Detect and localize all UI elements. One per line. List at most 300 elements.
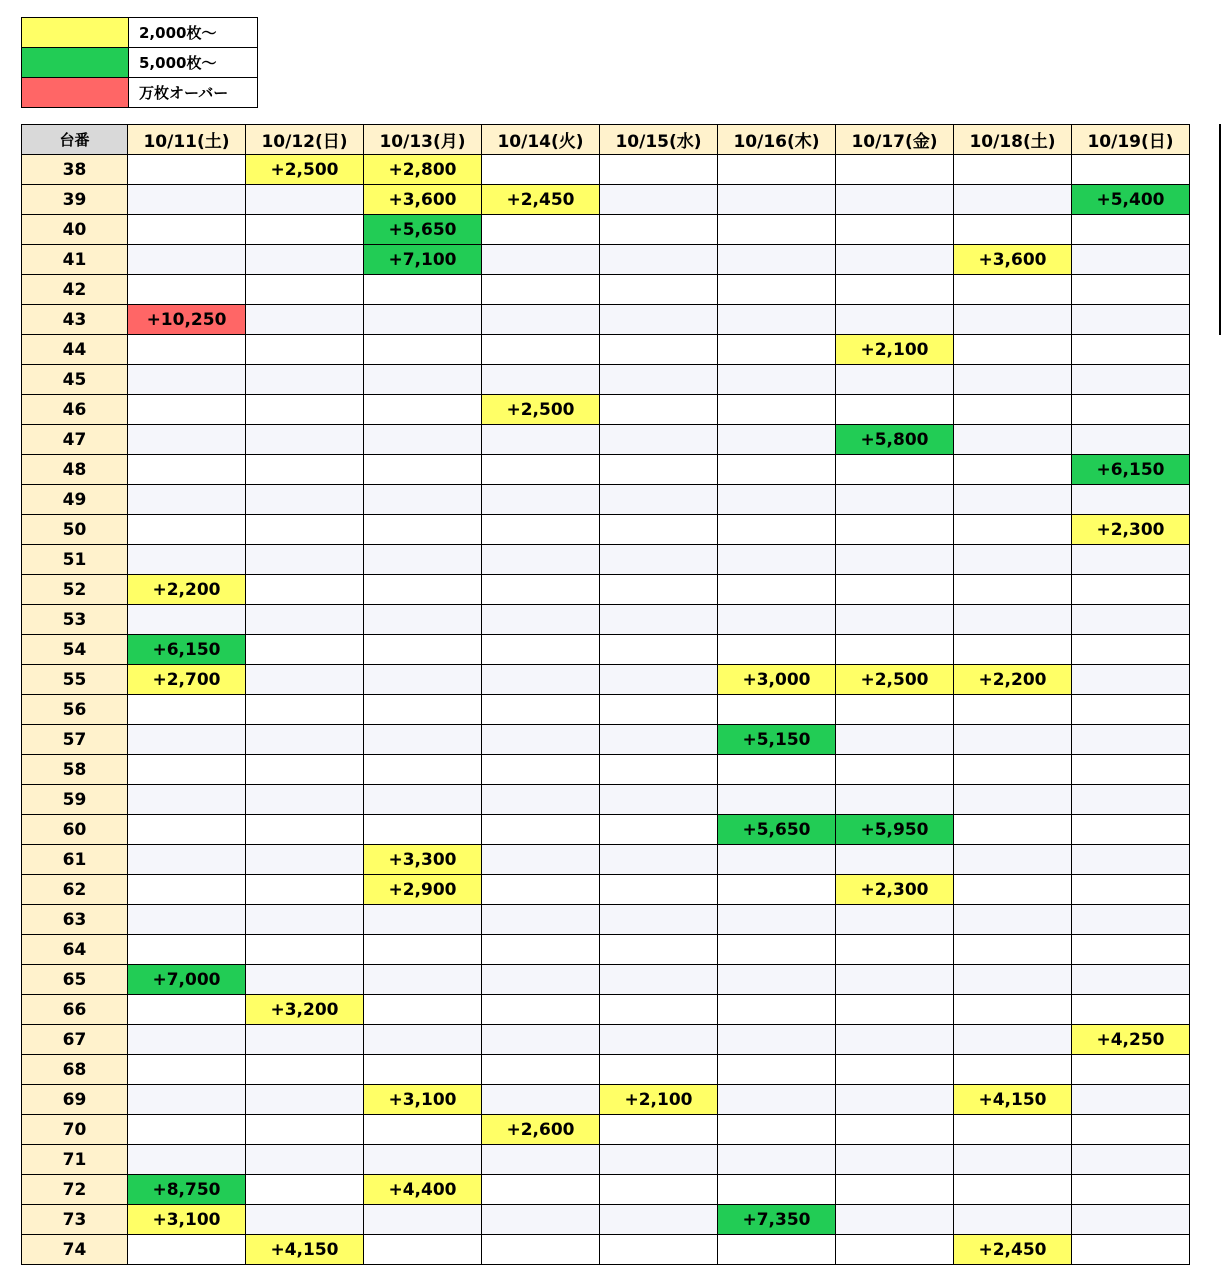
value-cell bbox=[128, 1145, 246, 1175]
value-cell bbox=[246, 605, 364, 635]
value-cell bbox=[718, 785, 836, 815]
value-cell bbox=[482, 1205, 600, 1235]
table-row bbox=[22, 305, 1190, 335]
value-cell bbox=[246, 1055, 364, 1085]
machine-number: 52 bbox=[22, 575, 128, 605]
value-cell bbox=[1072, 935, 1190, 965]
table-row bbox=[22, 1175, 1190, 1205]
value-cell bbox=[954, 965, 1072, 995]
value-cell bbox=[128, 1055, 246, 1085]
table-row bbox=[22, 215, 1190, 245]
table-row bbox=[22, 935, 1190, 965]
value-cell bbox=[836, 755, 954, 785]
value-cell bbox=[364, 725, 482, 755]
value-cell bbox=[1072, 1115, 1190, 1145]
value-cell bbox=[954, 455, 1072, 485]
machine-number: 59 bbox=[22, 785, 128, 815]
value-cell bbox=[246, 665, 364, 695]
value-cell bbox=[1072, 605, 1190, 635]
value-cell bbox=[954, 185, 1072, 215]
value-cell bbox=[836, 155, 954, 185]
value-cell bbox=[364, 485, 482, 515]
value-cell bbox=[364, 1115, 482, 1145]
value-cell bbox=[600, 575, 718, 605]
value-cell bbox=[246, 695, 364, 725]
value-cell bbox=[718, 485, 836, 515]
value-cell: +10,250 bbox=[128, 305, 246, 335]
value-cell bbox=[246, 575, 364, 605]
value-cell bbox=[954, 575, 1072, 605]
value-cell bbox=[246, 1085, 364, 1115]
value-cell bbox=[482, 695, 600, 725]
value-cell bbox=[836, 905, 954, 935]
value-cell bbox=[954, 515, 1072, 545]
table-row bbox=[22, 665, 1190, 695]
value-cell bbox=[836, 545, 954, 575]
value-cell bbox=[718, 1175, 836, 1205]
value-cell bbox=[600, 365, 718, 395]
value-cell bbox=[128, 605, 246, 635]
value-cell: +5,800 bbox=[836, 425, 954, 455]
value-cell bbox=[482, 515, 600, 545]
value-cell: +2,600 bbox=[482, 1115, 600, 1145]
machine-number: 57 bbox=[22, 725, 128, 755]
value-cell bbox=[128, 935, 246, 965]
machine-number: 54 bbox=[22, 635, 128, 665]
value-cell bbox=[600, 695, 718, 725]
table-row bbox=[22, 635, 1190, 665]
value-cell bbox=[600, 995, 718, 1025]
value-cell bbox=[600, 305, 718, 335]
value-cell bbox=[600, 1205, 718, 1235]
table-row bbox=[22, 1055, 1190, 1085]
value-cell bbox=[718, 1235, 836, 1265]
date-header: 10/12(日) bbox=[246, 125, 364, 155]
value-cell bbox=[246, 455, 364, 485]
value-cell bbox=[600, 155, 718, 185]
value-cell bbox=[364, 935, 482, 965]
machine-number: 73 bbox=[22, 1205, 128, 1235]
value-cell bbox=[246, 485, 364, 515]
table-row bbox=[22, 755, 1190, 785]
value-cell bbox=[954, 395, 1072, 425]
value-cell bbox=[1072, 995, 1190, 1025]
value-cell bbox=[128, 545, 246, 575]
legend-label: 5,000枚～ bbox=[129, 48, 258, 78]
value-cell bbox=[364, 575, 482, 605]
value-cell bbox=[364, 515, 482, 545]
value-cell bbox=[128, 215, 246, 245]
table-row bbox=[22, 245, 1190, 275]
value-cell bbox=[1072, 485, 1190, 515]
table-row bbox=[22, 1235, 1190, 1265]
value-cell bbox=[954, 365, 1072, 395]
value-cell bbox=[246, 1025, 364, 1055]
table-row bbox=[22, 995, 1190, 1025]
value-cell bbox=[718, 1025, 836, 1055]
table-row bbox=[22, 905, 1190, 935]
value-cell bbox=[482, 845, 600, 875]
value-cell bbox=[364, 1205, 482, 1235]
value-cell bbox=[954, 155, 1072, 185]
machine-number: 47 bbox=[22, 425, 128, 455]
date-header: 10/19(日) bbox=[1072, 125, 1190, 155]
value-cell bbox=[128, 725, 246, 755]
table-row bbox=[22, 335, 1190, 365]
value-cell bbox=[836, 785, 954, 815]
value-cell bbox=[364, 425, 482, 455]
value-cell bbox=[1072, 875, 1190, 905]
value-cell bbox=[1072, 905, 1190, 935]
table-row bbox=[22, 875, 1190, 905]
value-cell bbox=[246, 245, 364, 275]
value-cell bbox=[718, 1055, 836, 1085]
value-cell bbox=[718, 935, 836, 965]
value-cell bbox=[600, 1025, 718, 1055]
value-cell bbox=[954, 785, 1072, 815]
value-cell bbox=[364, 1025, 482, 1055]
value-cell bbox=[482, 1175, 600, 1205]
value-cell bbox=[128, 275, 246, 305]
value-cell bbox=[364, 1145, 482, 1175]
machine-number: 70 bbox=[22, 1115, 128, 1145]
value-cell bbox=[482, 725, 600, 755]
value-cell bbox=[600, 335, 718, 365]
machine-number: 63 bbox=[22, 905, 128, 935]
value-cell bbox=[246, 635, 364, 665]
value-cell bbox=[128, 395, 246, 425]
value-cell bbox=[600, 455, 718, 485]
value-cell bbox=[482, 635, 600, 665]
machine-number: 74 bbox=[22, 1235, 128, 1265]
value-cell bbox=[482, 305, 600, 335]
value-cell bbox=[128, 485, 246, 515]
value-cell bbox=[718, 875, 836, 905]
value-cell bbox=[1072, 215, 1190, 245]
value-cell bbox=[128, 905, 246, 935]
value-cell bbox=[954, 1205, 1072, 1235]
value-cell bbox=[954, 1055, 1072, 1085]
value-cell bbox=[246, 755, 364, 785]
value-cell bbox=[482, 935, 600, 965]
value-cell bbox=[246, 515, 364, 545]
value-cell bbox=[1072, 1175, 1190, 1205]
machine-number: 39 bbox=[22, 185, 128, 215]
value-cell bbox=[1072, 785, 1190, 815]
value-cell bbox=[364, 1055, 482, 1085]
value-cell bbox=[600, 1175, 718, 1205]
table-row bbox=[22, 425, 1190, 455]
machine-number: 45 bbox=[22, 365, 128, 395]
table-row bbox=[22, 1145, 1190, 1175]
value-cell bbox=[600, 185, 718, 215]
legend-swatch bbox=[22, 78, 129, 108]
value-cell bbox=[600, 845, 718, 875]
value-cell bbox=[128, 245, 246, 275]
value-cell bbox=[836, 1025, 954, 1055]
value-cell bbox=[128, 1115, 246, 1145]
value-cell bbox=[836, 935, 954, 965]
value-cell bbox=[364, 545, 482, 575]
table-row bbox=[22, 1205, 1190, 1235]
legend-row bbox=[22, 18, 258, 48]
value-cell bbox=[364, 305, 482, 335]
table-row bbox=[22, 185, 1190, 215]
value-cell bbox=[482, 1055, 600, 1085]
value-cell bbox=[1072, 305, 1190, 335]
value-cell bbox=[718, 275, 836, 305]
machine-number: 40 bbox=[22, 215, 128, 245]
value-cell bbox=[364, 1235, 482, 1265]
value-cell bbox=[246, 875, 364, 905]
value-cell bbox=[954, 1115, 1072, 1145]
table-row bbox=[22, 725, 1190, 755]
value-cell bbox=[718, 755, 836, 785]
value-cell bbox=[600, 905, 718, 935]
value-cell bbox=[128, 335, 246, 365]
value-cell bbox=[246, 785, 364, 815]
value-cell: +4,400 bbox=[364, 1175, 482, 1205]
value-cell bbox=[364, 455, 482, 485]
table-row bbox=[22, 965, 1190, 995]
value-cell bbox=[836, 395, 954, 425]
table-row bbox=[22, 155, 1190, 185]
header-machine-number: 台番 bbox=[22, 125, 128, 155]
value-cell bbox=[1072, 815, 1190, 845]
value-cell bbox=[1072, 845, 1190, 875]
table-row bbox=[22, 1115, 1190, 1145]
data-table bbox=[21, 124, 1190, 1265]
value-cell bbox=[718, 905, 836, 935]
value-cell bbox=[836, 455, 954, 485]
machine-number: 67 bbox=[22, 1025, 128, 1055]
value-cell bbox=[954, 275, 1072, 305]
value-cell bbox=[482, 1025, 600, 1055]
table-row bbox=[22, 365, 1190, 395]
table-row bbox=[22, 275, 1190, 305]
value-cell bbox=[836, 245, 954, 275]
value-cell bbox=[836, 1055, 954, 1085]
value-cell bbox=[1072, 425, 1190, 455]
value-cell bbox=[954, 695, 1072, 725]
value-cell bbox=[128, 755, 246, 785]
value-cell bbox=[364, 815, 482, 845]
value-cell bbox=[836, 605, 954, 635]
value-cell bbox=[364, 665, 482, 695]
value-cell bbox=[954, 635, 1072, 665]
value-cell bbox=[482, 875, 600, 905]
value-cell bbox=[482, 485, 600, 515]
value-cell bbox=[954, 725, 1072, 755]
date-header: 10/16(木) bbox=[718, 125, 836, 155]
value-cell bbox=[836, 1085, 954, 1115]
value-cell bbox=[600, 395, 718, 425]
value-cell bbox=[128, 695, 246, 725]
value-cell bbox=[128, 875, 246, 905]
value-cell bbox=[718, 1115, 836, 1145]
date-header: 10/15(水) bbox=[600, 125, 718, 155]
value-cell bbox=[836, 305, 954, 335]
value-cell bbox=[482, 275, 600, 305]
value-cell bbox=[600, 635, 718, 665]
value-cell bbox=[718, 605, 836, 635]
value-cell: +2,200 bbox=[128, 575, 246, 605]
value-cell bbox=[364, 395, 482, 425]
value-cell bbox=[364, 635, 482, 665]
value-cell: +2,200 bbox=[954, 665, 1072, 695]
machine-number: 72 bbox=[22, 1175, 128, 1205]
machine-number: 46 bbox=[22, 395, 128, 425]
value-cell bbox=[836, 215, 954, 245]
value-cell bbox=[718, 365, 836, 395]
value-cell bbox=[246, 935, 364, 965]
value-cell bbox=[246, 425, 364, 455]
value-cell bbox=[836, 725, 954, 755]
value-cell bbox=[954, 815, 1072, 845]
value-cell: +8,750 bbox=[128, 1175, 246, 1205]
value-cell bbox=[246, 305, 364, 335]
value-cell: +2,100 bbox=[600, 1085, 718, 1115]
value-cell: +5,150 bbox=[718, 725, 836, 755]
value-cell bbox=[600, 725, 718, 755]
value-cell bbox=[954, 755, 1072, 785]
value-cell bbox=[482, 815, 600, 845]
table-row bbox=[22, 395, 1190, 425]
value-cell bbox=[600, 785, 718, 815]
value-cell bbox=[482, 905, 600, 935]
value-cell bbox=[128, 845, 246, 875]
value-cell bbox=[246, 1115, 364, 1145]
value-cell: +4,150 bbox=[954, 1085, 1072, 1115]
value-cell bbox=[718, 155, 836, 185]
value-cell bbox=[1072, 755, 1190, 785]
header-row bbox=[22, 125, 1190, 155]
value-cell bbox=[364, 905, 482, 935]
value-cell: +7,000 bbox=[128, 965, 246, 995]
machine-number: 55 bbox=[22, 665, 128, 695]
value-cell bbox=[954, 1175, 1072, 1205]
value-cell bbox=[600, 545, 718, 575]
value-cell bbox=[836, 1235, 954, 1265]
table-row bbox=[22, 695, 1190, 725]
value-cell bbox=[600, 425, 718, 455]
value-cell bbox=[246, 1205, 364, 1235]
value-cell bbox=[482, 995, 600, 1025]
legend bbox=[21, 17, 258, 108]
value-cell bbox=[364, 275, 482, 305]
value-cell: +5,650 bbox=[718, 815, 836, 845]
legend-label: 万枚オーバー bbox=[129, 78, 258, 108]
value-cell bbox=[246, 215, 364, 245]
value-cell bbox=[600, 275, 718, 305]
table-row bbox=[22, 1025, 1190, 1055]
value-cell bbox=[836, 965, 954, 995]
value-cell bbox=[954, 1025, 1072, 1055]
legend-swatch bbox=[22, 18, 129, 48]
value-cell bbox=[128, 1235, 246, 1265]
date-header: 10/17(金) bbox=[836, 125, 954, 155]
value-cell bbox=[600, 935, 718, 965]
value-cell bbox=[1072, 245, 1190, 275]
value-cell: +6,150 bbox=[1072, 455, 1190, 485]
value-cell bbox=[718, 515, 836, 545]
table-row bbox=[22, 545, 1190, 575]
value-cell bbox=[246, 1175, 364, 1205]
value-cell bbox=[718, 1145, 836, 1175]
value-cell bbox=[128, 815, 246, 845]
value-cell: +2,450 bbox=[482, 185, 600, 215]
legend-row bbox=[22, 78, 258, 108]
value-cell bbox=[600, 815, 718, 845]
value-cell bbox=[364, 755, 482, 785]
value-cell bbox=[954, 545, 1072, 575]
value-cell bbox=[364, 335, 482, 365]
table-row bbox=[22, 845, 1190, 875]
value-cell bbox=[600, 875, 718, 905]
value-cell bbox=[364, 785, 482, 815]
value-cell: +3,600 bbox=[954, 245, 1072, 275]
table-row bbox=[22, 455, 1190, 485]
value-cell bbox=[836, 575, 954, 605]
value-cell: +3,100 bbox=[128, 1205, 246, 1235]
machine-number: 65 bbox=[22, 965, 128, 995]
value-cell bbox=[128, 995, 246, 1025]
value-cell bbox=[836, 995, 954, 1025]
value-cell bbox=[128, 785, 246, 815]
value-cell bbox=[836, 485, 954, 515]
value-cell: +2,500 bbox=[246, 155, 364, 185]
date-header: 10/11(土) bbox=[128, 125, 246, 155]
value-cell: +2,450 bbox=[954, 1235, 1072, 1265]
value-cell: +4,250 bbox=[1072, 1025, 1190, 1055]
value-cell bbox=[246, 275, 364, 305]
value-cell bbox=[836, 635, 954, 665]
value-cell bbox=[1072, 275, 1190, 305]
value-cell bbox=[128, 455, 246, 485]
value-cell bbox=[482, 335, 600, 365]
value-cell: +7,350 bbox=[718, 1205, 836, 1235]
value-cell bbox=[954, 995, 1072, 1025]
machine-number: 64 bbox=[22, 935, 128, 965]
table-row bbox=[22, 815, 1190, 845]
value-cell bbox=[246, 395, 364, 425]
value-cell bbox=[836, 1205, 954, 1235]
value-cell: +5,950 bbox=[836, 815, 954, 845]
value-cell bbox=[954, 305, 1072, 335]
value-cell bbox=[364, 605, 482, 635]
value-cell bbox=[1072, 635, 1190, 665]
value-cell bbox=[600, 515, 718, 545]
value-cell bbox=[1072, 365, 1190, 395]
value-cell: +5,650 bbox=[364, 215, 482, 245]
machine-number: 43 bbox=[22, 305, 128, 335]
value-cell bbox=[128, 1025, 246, 1055]
value-cell: +3,100 bbox=[364, 1085, 482, 1115]
machine-number: 42 bbox=[22, 275, 128, 305]
value-cell bbox=[954, 935, 1072, 965]
value-cell bbox=[954, 875, 1072, 905]
value-cell bbox=[364, 365, 482, 395]
value-cell bbox=[718, 185, 836, 215]
value-cell bbox=[836, 1145, 954, 1175]
machine-number: 51 bbox=[22, 545, 128, 575]
value-cell bbox=[482, 455, 600, 485]
machine-number: 60 bbox=[22, 815, 128, 845]
legend-swatch bbox=[22, 48, 129, 78]
machine-number: 69 bbox=[22, 1085, 128, 1115]
value-cell bbox=[1072, 695, 1190, 725]
value-cell bbox=[246, 335, 364, 365]
